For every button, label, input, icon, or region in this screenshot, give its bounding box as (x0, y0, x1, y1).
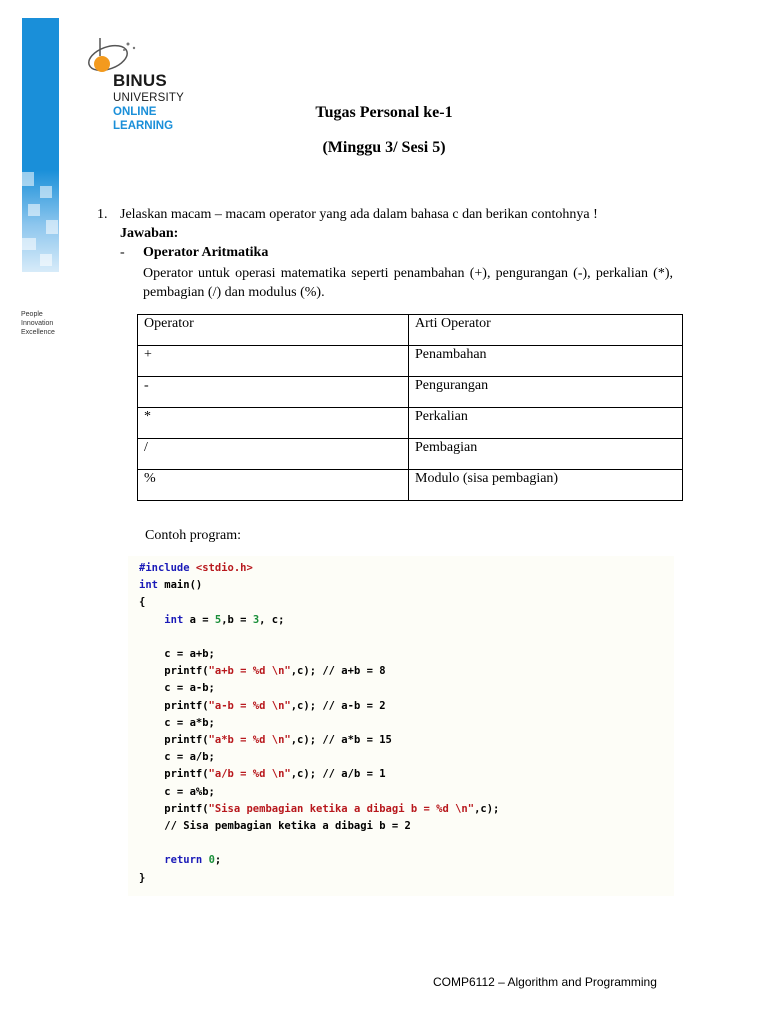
code-token: { (139, 596, 146, 609)
question-text: Jelaskan macam – macam operator yang ada dalam bahasa c dan berikan contohnya ! (120, 207, 598, 222)
table-header-row (138, 315, 683, 346)
page-title: Tugas Personal ke-1 (315, 104, 453, 121)
code-token: main() (157, 579, 203, 592)
section-description: Operator untuk operasi matematika seperti penambahan (+), pengurangan (-), perkalian (*), pembagian (/) dan modulus (%). (143, 266, 673, 300)
code-token: "a*b = %d \n" (208, 734, 291, 746)
brand-tagline (21, 310, 55, 337)
tagline-line: Innovation (21, 320, 54, 327)
table-header-cell: Operator (138, 315, 409, 346)
code-token: "a-b = %d \n" (208, 699, 291, 712)
code-token: c = a/b; (139, 751, 215, 764)
code-line (139, 699, 386, 713)
code-line (139, 716, 215, 730)
side-banner-tile (22, 172, 34, 186)
code-token (139, 614, 164, 626)
binus-logo-icon (80, 36, 150, 76)
table-cell: Penambahan (409, 346, 683, 377)
code-token: int (164, 613, 184, 626)
table-cell: * (138, 408, 409, 439)
code-token: ,c); // a-b = 2 (290, 699, 386, 712)
code-token: c = a-b; (139, 682, 215, 695)
code-line (139, 819, 411, 833)
side-banner-tile (40, 254, 52, 266)
code-token: printf( (139, 699, 209, 712)
code-line (139, 750, 215, 764)
code-token: , c; (259, 613, 285, 626)
side-banner-tile (22, 238, 36, 250)
code-line (139, 681, 215, 695)
table-cell: - (138, 377, 409, 408)
code-line (139, 595, 145, 609)
answer-label: Jawaban: (120, 226, 179, 241)
code-token: printf( (139, 734, 209, 746)
code-line (139, 561, 253, 575)
logo-binus-text: BINUS (113, 71, 167, 90)
operator-table (137, 314, 683, 501)
table-cell: + (138, 346, 409, 377)
code-token: // Sisa pembagian ketika a dibagi b = 2 (139, 820, 411, 832)
table-header-cell: Arti Operator (409, 315, 683, 346)
code-line (139, 871, 145, 885)
code-token: <stdio.h> (195, 562, 253, 574)
code-token: } (139, 871, 146, 884)
code-token: "Sisa pembagian ketika a dibagi b = %d \n" (208, 802, 475, 815)
tagline-line: People (21, 311, 43, 318)
table-cell: Modulo (sisa pembagian) (409, 470, 683, 501)
code-line (139, 802, 499, 816)
code-token: printf( (139, 802, 209, 815)
code-token (139, 854, 164, 866)
code-token: printf( (139, 768, 209, 781)
code-token: printf( (139, 665, 209, 678)
code-token: c = a%b; (139, 785, 215, 798)
code-token: a = (183, 613, 215, 626)
table-row (138, 470, 683, 501)
bullet-dash: - (120, 245, 125, 260)
code-token: #include (139, 562, 196, 574)
code-token: ,c); // a*b = 15 (290, 734, 392, 746)
table-cell: Perkalian (409, 408, 683, 439)
code-token: 0 (208, 854, 215, 867)
code-token: int (139, 579, 158, 592)
code-line (139, 578, 202, 592)
section-heading: Operator Aritmatika (143, 245, 269, 260)
side-banner-tile (46, 220, 58, 234)
code-line (139, 664, 386, 678)
code-token: ,b = (221, 613, 253, 626)
code-line (139, 767, 386, 781)
code-token: 5 (214, 613, 222, 626)
table-cell: / (138, 439, 409, 470)
page-subtitle: (Minggu 3/ Sesi 5) (322, 139, 446, 156)
code-line (139, 613, 284, 627)
code-token: 3 (252, 613, 260, 626)
code-line (139, 647, 215, 661)
example-label: Contoh program: (145, 528, 242, 543)
table-row (138, 377, 683, 408)
code-line (139, 853, 221, 867)
logo-online-text: ONLINE (113, 106, 157, 118)
code-line (139, 733, 392, 747)
side-banner-tile (28, 204, 40, 216)
table-row (138, 408, 683, 439)
code-token: ,c); // a/b = 1 (290, 768, 386, 781)
code-token: "a+b = %d \n" (208, 665, 291, 678)
table-cell: Pengurangan (409, 377, 683, 408)
code-token: ,c); (474, 802, 500, 815)
tagline-line: Excellence (21, 329, 55, 336)
side-banner-tile (40, 186, 52, 198)
table-cell: Pembagian (409, 439, 683, 470)
code-token: "a/b = %d \n" (208, 768, 291, 781)
question-number: 1. (97, 207, 108, 222)
code-token: return (164, 854, 203, 867)
code-token: c = a*b; (139, 716, 215, 729)
page-footer: COMP6112 – Algorithm and Programming (433, 975, 657, 989)
code-token: ,c); // a+b = 8 (290, 665, 386, 678)
logo-university-text: UNIVERSITY (113, 92, 185, 104)
code-line (139, 785, 215, 799)
code-block (128, 556, 674, 896)
table-cell: % (138, 470, 409, 501)
table-row (138, 439, 683, 470)
code-token: c = a+b; (139, 648, 215, 660)
logo-learning-text: LEARNING (113, 120, 174, 132)
table-row (138, 346, 683, 377)
code-token: ; (214, 854, 222, 867)
